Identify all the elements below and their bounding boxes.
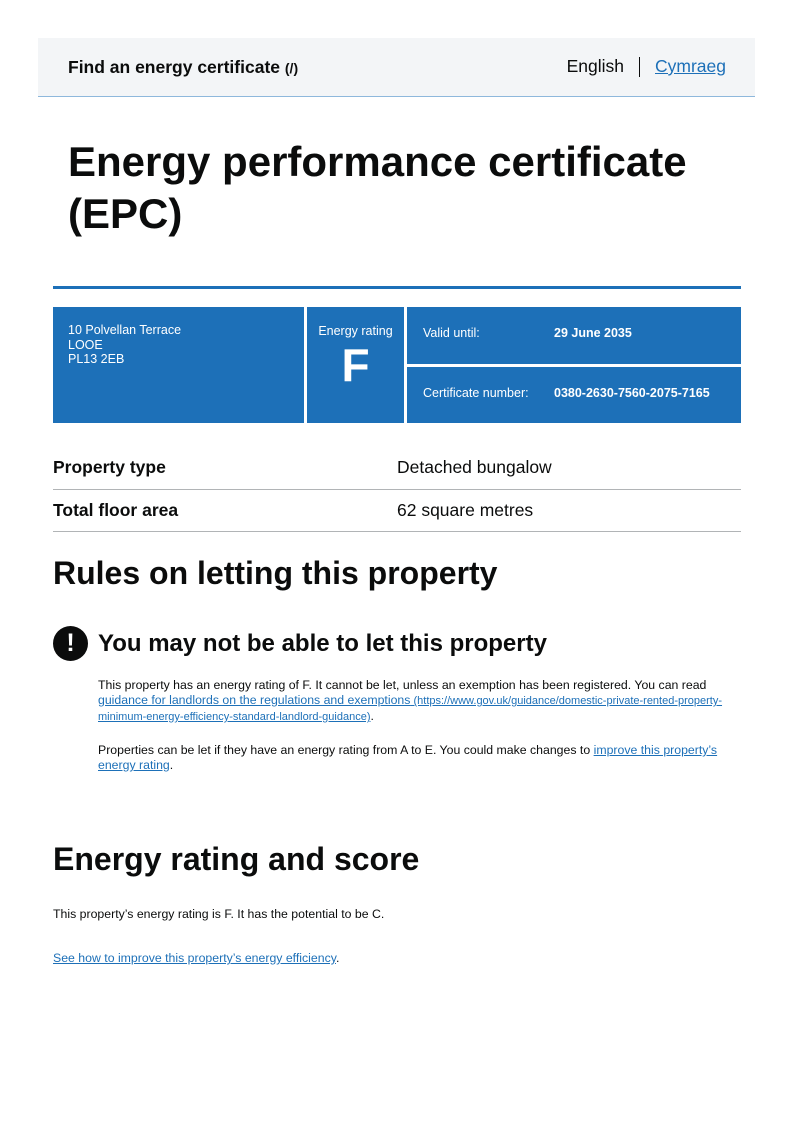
certificate-number-label: Certificate number: [423,386,529,400]
valid-until-value: 29 June 2035 [554,326,632,340]
fact-key: Property type [53,457,166,477]
service-name-text: Find an energy certificate [68,57,281,77]
letting-text-2-end: . [169,758,174,772]
energy-heading: Energy rating and score [53,841,420,877]
address-line-1: 10 Polvellan Terrace [68,323,182,337]
letting-text-1: This property has an energy rating of F. It cannot be let, unless an exemption has been registered. You can read [98,678,707,692]
fact-row-floor-area [53,490,741,533]
address-line-2: LOOE [68,337,103,352]
title-divider [53,286,741,289]
improve-efficiency-link[interactable]: See how to improve this property’s energy efficiency [53,951,336,965]
service-name[interactable] [68,57,298,78]
energy-rating-box [307,307,404,423]
rules-heading: Rules on letting this property [53,555,498,591]
fact-value: 62 square metres [397,499,534,520]
language-switcher [567,56,726,77]
service-home-link[interactable]: (/) [284,60,299,76]
energy-rating-letter: F [341,339,370,391]
energy-summary: This property’s energy rating is F. It has the potential to be C. [53,907,385,921]
valid-until-box [407,307,741,364]
landlord-guidance-link-text: guidance for landlords on the regulations and exemptions [98,693,411,707]
improve-end: . [335,951,340,965]
fact-key: Total floor area [53,499,179,520]
letting-text-2: Properties can be let if they have an energy rating from A to E. You could make changes to [98,743,594,757]
language-separator [639,57,640,77]
landlord-guidance-link[interactable] [98,693,722,723]
site-header [38,38,755,97]
fact-value: Detached bungalow [397,457,552,477]
certificate-number-value: 0380-2630-7560-2075-7165 [554,386,710,400]
energy-rating-label: Energy rating [318,324,393,338]
address-postcode: PL13 2EB [68,352,125,366]
improve-rating-link[interactable]: improve this property’s energy rating [98,743,718,772]
property-address [53,307,304,423]
certificate-number-box [407,367,741,423]
page-title: Energy performance certificate (EPC) [68,138,687,237]
landlord-guidance-url: (https://www.gov.uk/guidance/domestic-private-rented-property-minimum-energy-efficiency-standard-landlord-guidance) [98,695,723,723]
property-facts [53,447,741,532]
letting-text-1-end: . [370,709,374,723]
fact-row-property-type [53,447,741,490]
valid-until-label: Valid until: [423,326,480,340]
certificate-summary [53,307,741,423]
letting-paragraph-1 [98,678,743,725]
warning-title: You may not be able to let this property [98,630,547,657]
warning-icon: ! [53,626,88,661]
language-current: English [566,56,624,76]
language-link-welsh[interactable]: Cymraeg [655,56,726,76]
letting-paragraph-2 [98,743,743,773]
improve-paragraph [53,951,339,966]
